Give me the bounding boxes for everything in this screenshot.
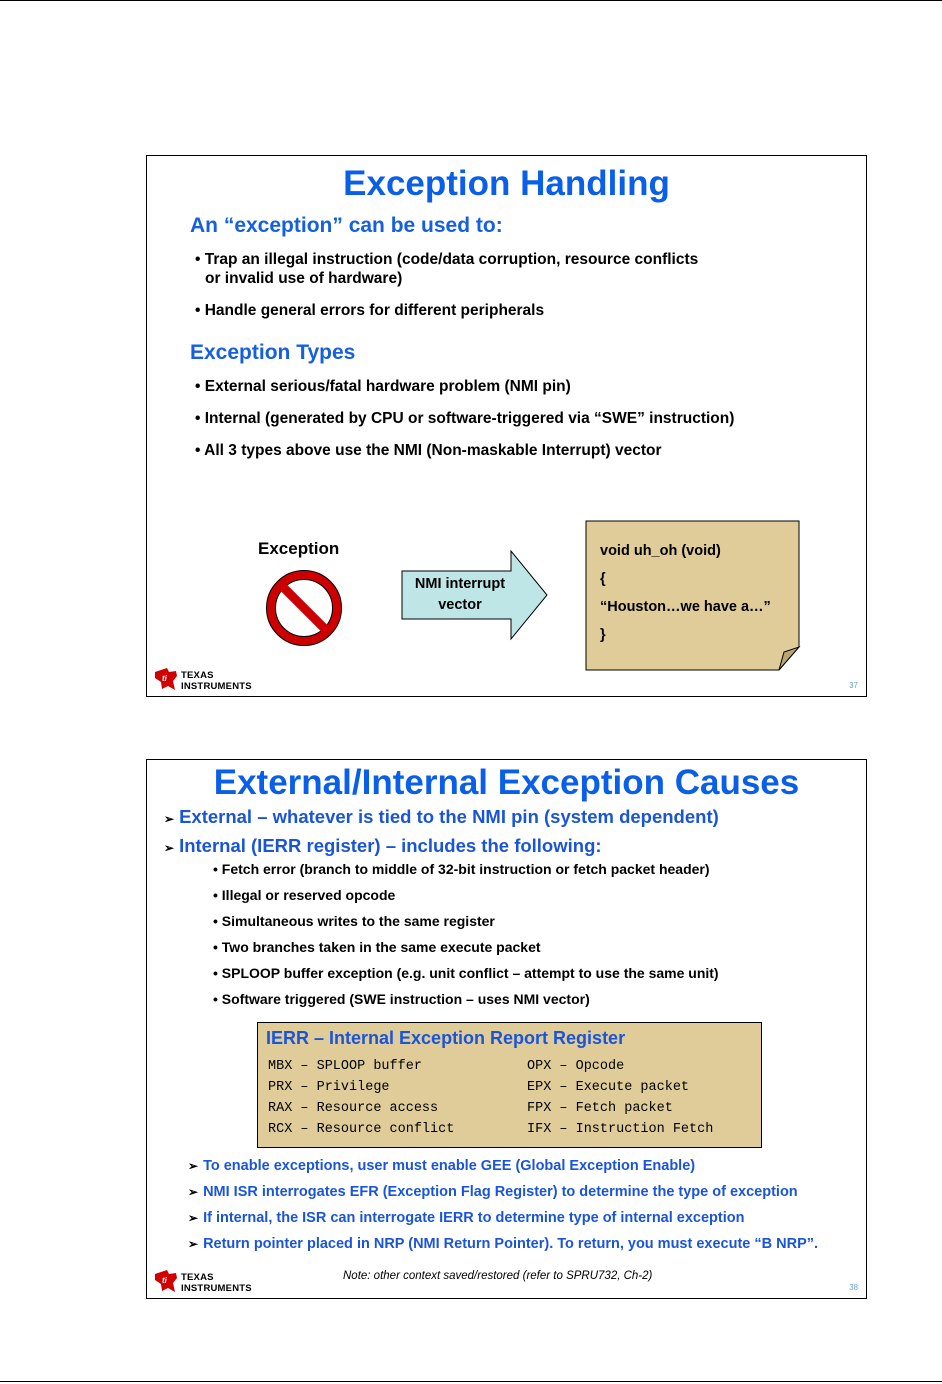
- ierr-field: FPX – Fetch packet: [527, 1101, 673, 1116]
- code-text: void uh_oh (void) { “Houston…we have a…” }: [600, 543, 771, 643]
- ierr-field: MBX – SPLOOP buffer: [268, 1059, 422, 1074]
- slide-title: Exception Handling: [343, 164, 670, 203]
- note-item: ➢ If internal, the ISR can interrogate IERR to determine type of internal exception: [188, 1210, 745, 1226]
- internal-cause: • Two branches taken in the same execute packet: [213, 939, 541, 955]
- ti-logo-icon: [153, 666, 179, 692]
- internal-item: ➢ Internal (IERR register) – includes the following:: [164, 835, 602, 856]
- type-item: • Internal (generated by CPU or software-triggered via “SWE” instruction): [195, 410, 735, 427]
- ierr-field: RCX – Resource conflict: [268, 1122, 455, 1137]
- ierr-field: EPX – Execute packet: [527, 1080, 690, 1095]
- use-item: • Handle general errors for different peripherals: [195, 302, 545, 319]
- ierr-field: OPX – Opcode: [527, 1059, 625, 1074]
- svg-text:ti: ti: [162, 674, 167, 683]
- ierr-field: RAX – Resource access: [268, 1101, 439, 1116]
- type-item: • External serious/fatal hardware problem (NMI pin): [195, 378, 571, 395]
- internal-cause: • Fetch error (branch to middle of 32-bit instruction or fetch packet header): [213, 861, 710, 877]
- top-rule: [0, 0, 942, 1]
- arrow-label: NMI interrupt vector: [414, 576, 506, 613]
- note-item: ➢ To enable exceptions, user must enable GEE (Global Exception Enable): [188, 1158, 696, 1174]
- prohibited-icon: [265, 569, 343, 647]
- internal-cause: • Software triggered (SWE instruction – uses NMI vector): [213, 991, 590, 1007]
- exception-label: Exception: [258, 539, 340, 558]
- internal-cause: • SPLOOP buffer exception (e.g. unit conflict – attempt to use the same unit): [213, 965, 719, 981]
- note-item: ➢ NMI ISR interrogates EFR (Exception Flag Register) to determine the type of exception: [188, 1184, 798, 1200]
- ierr-field: IFX – Instruction Fetch: [527, 1122, 714, 1137]
- ti-logo: ti TEXAS INSTRUMENTS: [153, 1268, 179, 1299]
- note-item: ➢ Return pointer placed in NRP (NMI Return Pointer). To return, you must execute “B NRP”.: [188, 1236, 819, 1252]
- external-item: ➢ External – whatever is tied to the NMI pin (system dependent): [164, 806, 719, 827]
- type-item: • All 3 types above use the NMI (Non-maskable Interrupt) vector: [195, 442, 662, 459]
- internal-cause: • Simultaneous writes to the same register: [213, 913, 495, 929]
- bottom-rule: [0, 1381, 942, 1382]
- ierr-field: PRX – Privilege: [268, 1080, 390, 1095]
- svg-text:ti: ti: [162, 1276, 167, 1285]
- arrow-bullet-icon: ➢: [164, 812, 175, 826]
- page-number: 38: [849, 1283, 858, 1292]
- ti-logo-icon: [153, 1268, 179, 1294]
- arrow-bullet-icon: ➢: [164, 841, 175, 855]
- slide-exception-causes: [146, 759, 867, 1299]
- arrow-bullet-icon: ➢: [188, 1237, 199, 1251]
- use-item: • Trap an illegal instruction (code/data corruption, resource conflicts or invalid use of hardware): [195, 251, 699, 287]
- uses-heading: An “exception” can be used to:: [190, 214, 503, 237]
- types-heading: Exception Types: [190, 341, 356, 364]
- slide-title: External/Internal Exception Causes: [213, 763, 800, 802]
- arrow-bullet-icon: ➢: [188, 1159, 199, 1173]
- ti-logo: ti TEXAS INSTRUMENTS: [153, 666, 179, 697]
- footnote: Note: other context saved/restored (refer to SPRU732, Ch-2): [343, 1270, 653, 1282]
- internal-cause: • Illegal or reserved opcode: [213, 887, 396, 903]
- page-number: 37: [849, 681, 858, 690]
- slide-exception-handling: [146, 155, 867, 697]
- arrow-bullet-icon: ➢: [188, 1185, 199, 1199]
- ierr-register-box: [257, 1022, 762, 1148]
- arrow-bullet-icon: ➢: [188, 1211, 199, 1225]
- ierr-title: IERR – Internal Exception Report Register: [266, 1028, 626, 1048]
